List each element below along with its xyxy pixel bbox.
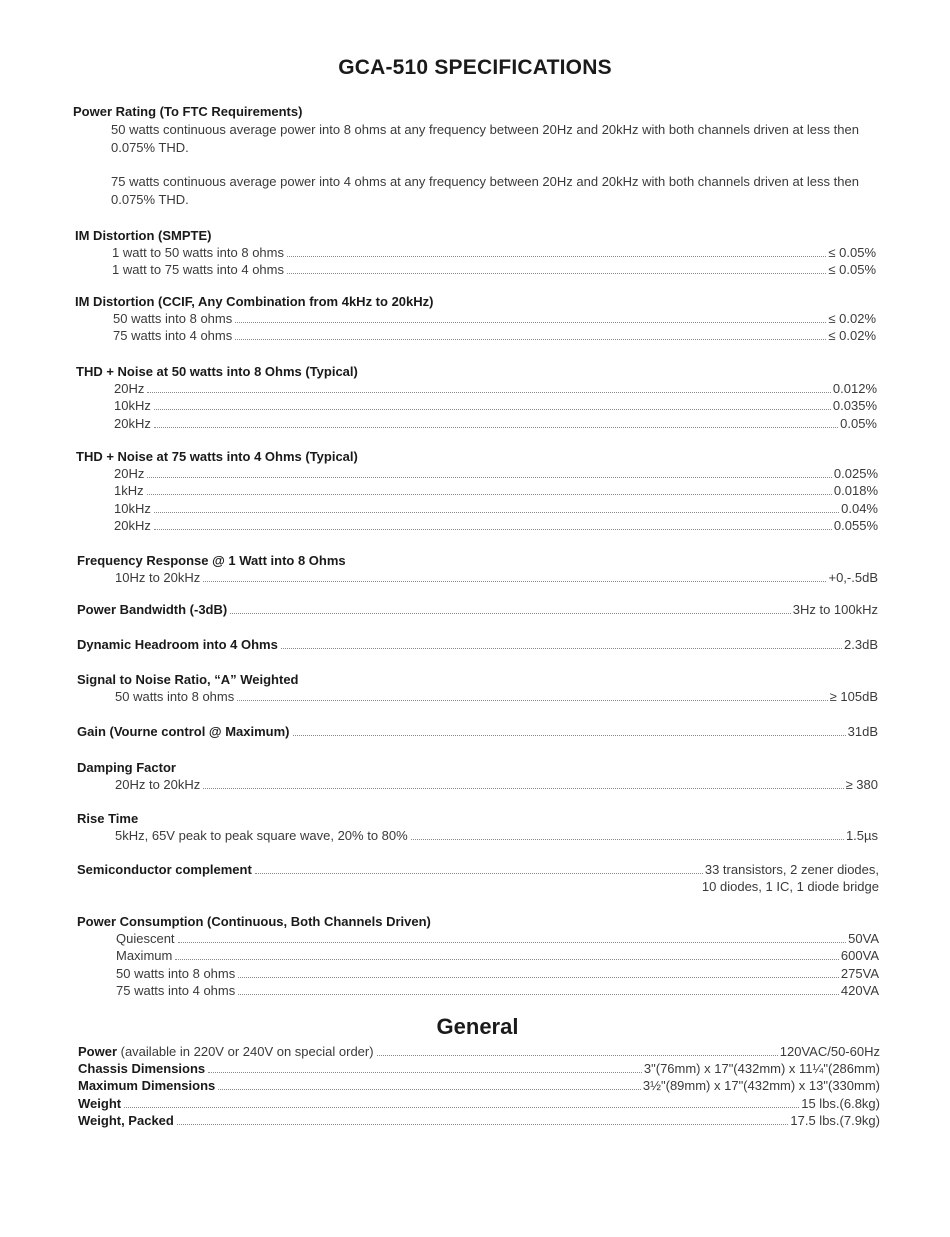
spec-label: 20kHz [114,518,151,534]
snr-heading: Signal to Noise Ratio, “A” Weighted [77,672,299,687]
spec-label: Dynamic Headroom into 4 Ohms [77,637,278,652]
spec-label: Power Bandwidth (-3dB) [77,602,228,617]
spec-value: 0.055% [833,518,878,534]
spec-value: 3½"(89mm) x 17"(432mm) x 13"(330mm) [642,1078,880,1094]
spec-value: ≥ 380 [845,777,878,792]
spec-value: 0.035% [832,398,877,414]
spec-label [78,1095,121,1112]
spec-row [114,380,877,397]
spec-row [116,982,879,999]
thd-75w-heading: THD + Noise at 75 watts into 4 Ohms (Typical) [76,449,358,464]
spec-row [116,930,879,947]
spec-label: 75 watts into 4 ohms [116,983,236,999]
spec-label: 50 watts into 8 ohms [115,689,235,704]
leader-dots [175,959,839,960]
spec-row [113,327,876,344]
leader-dots [235,339,826,340]
spec-value: 0.012% [832,381,877,396]
snr-section [77,671,878,705]
spec-value: 120VAC/50-60Hz [779,1044,880,1059]
spec-label: Maximum [116,948,173,964]
spec-value: ≤ 0.05% [828,245,876,260]
spec-row [116,965,879,982]
spec-value: +0,-.5dB [828,570,878,585]
leader-dots [293,735,846,736]
power-rating-section [73,103,873,209]
leader-dots [178,942,847,943]
leader-dots [177,1124,789,1125]
weight-label: Weight [78,1095,122,1111]
leader-dots [377,1055,778,1056]
spec-row [78,1077,880,1094]
rise-time-section [77,810,878,844]
leader-dots [154,529,832,530]
spec-label: 50 watts into 8 ohms [113,311,233,326]
leader-dots [154,409,831,410]
spec-row [78,1060,880,1077]
leader-dots [218,1089,641,1090]
spec-label: 50 watts into 8 ohms [116,965,236,981]
leader-dots [238,977,839,978]
spec-value: ≤ 0.02% [828,328,876,344]
spec-value: 15 lbs.(6.8kg) [801,1095,880,1111]
spec-label: 1 watt to 75 watts into 4 ohms [112,262,284,278]
spec-value: ≤ 0.02% [828,311,876,326]
power-bandwidth-section [77,601,878,618]
spec-label: 20Hz [114,466,145,481]
spec-label: Gain (Vourne control @ Maximum) [77,724,290,739]
spec-value: ≤ 0.05% [828,262,876,278]
spec-value: 17.5 lbs.(7.9kg) [790,1112,880,1128]
general-title: General [436,1014,519,1039]
im-ccif-section [75,293,876,345]
spec-value: 50VA [848,931,879,946]
spec-value: 0.025% [833,466,878,481]
im-smpte-section [75,227,876,279]
leader-dots [281,648,842,649]
dynamic-headroom-section [77,636,878,653]
power-label-bold: Power [78,1044,118,1059]
page-title: GCA-510 SPECIFICATIONS [338,56,612,79]
spec-value-continued: 10 diodes, 1 IC, 1 diode bridge [701,879,879,895]
spec-row [78,1095,880,1112]
spec-value: 0.04% [841,500,878,516]
spec-value: 33 transistors, 2 zener diodes, [704,862,879,877]
spec-row [115,688,878,705]
spec-row [114,500,878,517]
thd-50w-heading: THD + Noise at 50 watts into 8 Ohms (Typical) [76,364,358,379]
leader-dots [237,700,827,701]
leader-dots [287,256,826,257]
spec-row [115,569,878,586]
power-label-note: (available in 220V or 240V on special order) [117,1044,374,1059]
leader-dots [154,512,839,513]
leader-dots [124,1107,799,1108]
spec-row [78,1112,880,1129]
spec-row [114,482,878,499]
spec-label [78,1043,374,1060]
spec-value: 31dB [847,724,878,739]
spec-label: 75 watts into 4 ohms [113,328,233,344]
leader-dots [147,477,832,478]
spec-label: 1 watt to 50 watts into 8 ohms [112,245,284,260]
spec-value: 2.3dB [844,637,878,652]
spec-row [77,636,878,653]
spec-row [114,517,878,534]
leader-dots [147,392,831,393]
leader-dots [208,1072,642,1073]
maximum-dimensions-label: Maximum Dimensions [78,1078,216,1094]
spec-value: ≥ 105dB [829,689,878,704]
spec-label [78,1112,174,1129]
spec-label: 10Hz to 20kHz [115,570,201,585]
spec-row [78,1043,880,1060]
leader-dots [238,994,839,995]
spec-label: 20Hz [114,381,145,396]
spec-label: Semiconductor complement [77,862,252,877]
spec-row [115,827,878,844]
spec-row [77,861,879,878]
spec-value: 1.5µs [845,828,878,843]
spec-row [114,415,877,432]
leader-dots [230,613,791,614]
leader-dots [255,873,703,874]
general-section [78,1043,880,1129]
spec-row [112,244,876,261]
spec-label: 5kHz, 65V peak to peak square wave, 20% to 80% [115,828,408,843]
spec-label: 20kHz [114,415,151,431]
spec-value: 600VA [840,948,879,964]
spec-label: 10kHz [114,500,151,516]
spec-row [77,601,878,618]
thd-50w-section [76,363,877,432]
spec-value: 420VA [840,983,879,999]
spec-row [77,723,878,740]
power-rating-heading: Power Rating (To FTC Requirements) [73,104,303,119]
thd-75w-section [76,448,878,535]
power-rating-4ohm-text: 75 watts continuous average power into 4 ohms at any frequency between 20Hz and 20kHz with both channels driven at less then 0.075% THD. [111,174,859,207]
power-consumption-section [77,913,879,1000]
spec-value: 275VA [840,965,879,981]
leader-dots [154,427,838,428]
spec-row [115,776,878,793]
spec-value: 0.018% [833,483,878,499]
damping-factor-section [77,759,878,793]
leader-dots [411,839,844,840]
spec-row [114,465,878,482]
im-ccif-heading: IM Distortion (CCIF, Any Combination from 4kHz to 20kHz) [75,294,434,309]
leader-dots [287,273,826,274]
frequency-response-heading: Frequency Response @ 1 Watt into 8 Ohms [77,553,346,568]
damping-factor-heading: Damping Factor [77,760,176,775]
spec-row [116,947,879,964]
semiconductor-section [77,861,879,895]
rise-time-heading: Rise Time [77,811,139,826]
spec-label: Quiescent [116,931,175,946]
spec-row [114,397,877,414]
spec-value: 3"(76mm) x 17"(432mm) x 11¼"(286mm) [643,1061,880,1077]
weight-packed-label: Weight, Packed [78,1112,174,1128]
leader-dots [203,788,843,789]
gain-section [77,723,878,740]
power-rating-8ohm-text: 50 watts continuous average power into 8 ohms at any frequency between 20Hz and 20kHz with both channels driven at less then 0.075% THD. [111,122,859,155]
spec-label: 10kHz [114,398,151,414]
spec-row [112,261,876,278]
leader-dots [147,494,832,495]
spec-value: 3Hz to 100kHz [792,602,878,617]
spec-label [78,1060,205,1077]
leader-dots [203,581,826,582]
spec-label [78,1077,215,1094]
spec-label: 20Hz to 20kHz [115,777,201,792]
spec-label: 1kHz [114,483,144,499]
spec-row [113,310,876,327]
leader-dots [235,322,826,323]
chassis-label: Chassis Dimensions [78,1061,206,1077]
im-smpte-heading: IM Distortion (SMPTE) [75,228,212,243]
spec-value: 0.05% [840,415,877,431]
power-consumption-heading: Power Consumption (Continuous, Both Channels Driven) [77,914,431,929]
frequency-response-section [77,552,878,586]
